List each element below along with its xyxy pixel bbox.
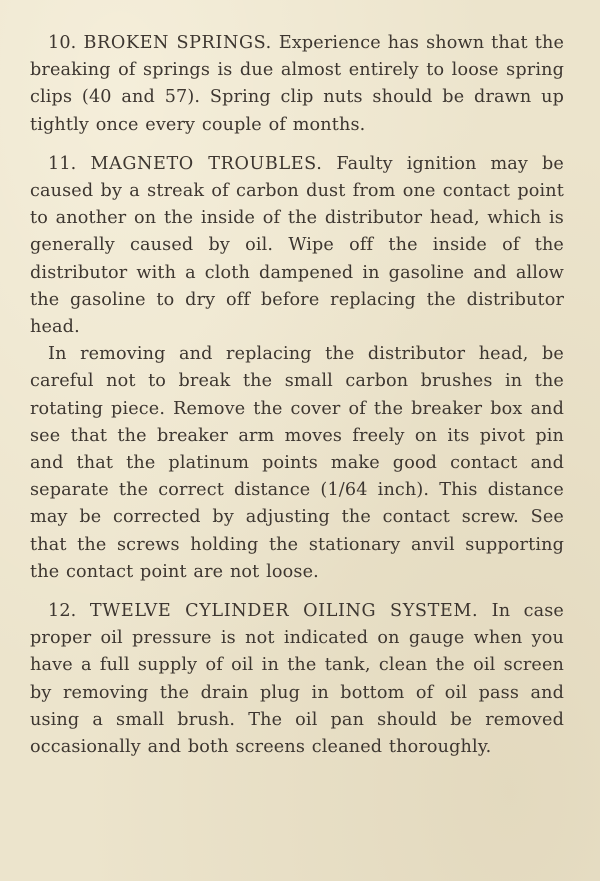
section-10: [30, 30, 564, 139]
section-11-title: MAGNETO TROUBLES.: [90, 153, 323, 174]
section-12-title: TWELVE CYLINDER OILING SYSTEM.: [89, 601, 479, 622]
section-10-title: BROKEN SPRINGS.: [83, 33, 272, 53]
section-11-continuation: In removing and replacing the distributor head, be careful not to break the small carbon brushes in the rotating piece. Remove the cover of the breaker box and see that the breaker arm moves freely on its pivot pin and that the platinum points make good contact and separate the correct distance (1/64 inch). This distance may be corrected by adjusting the contact screw. See that the screws holding the stationary anvil supporting the contact point are not loose.: [30, 344, 564, 582]
section-12: [30, 598, 564, 761]
section-12-number: 12.: [48, 601, 77, 622]
section-10-body: Experience has shown that the breaking of springs is due almost entirely to loose spring clips (40 and 57). Spring clip nuts should be drawn up tightly once every couple of months.: [30, 33, 564, 135]
section-11: [30, 151, 564, 341]
section-11-body: Faulty ignition may be caused by a streak of carbon dust from one contact point to another on the inside of the distributor head, which is generally caused by oil. Wipe off the inside of the distributor with a cloth dampened in gasoline and allow the gasoline to dry off before replacing the distributor head.: [30, 153, 564, 338]
section-12-body: In case proper oil pressure is not indicated on gauge when you have a full supply of oil in the tank, clean the oil screen by removing the drain plug in bottom of oil pass and using a small brush. The oil pan should be removed occasionally and both screens cleaned thoroughly.: [30, 601, 564, 758]
section-10-number: 10.: [48, 33, 77, 53]
section-11-number: 11.: [48, 153, 77, 174]
